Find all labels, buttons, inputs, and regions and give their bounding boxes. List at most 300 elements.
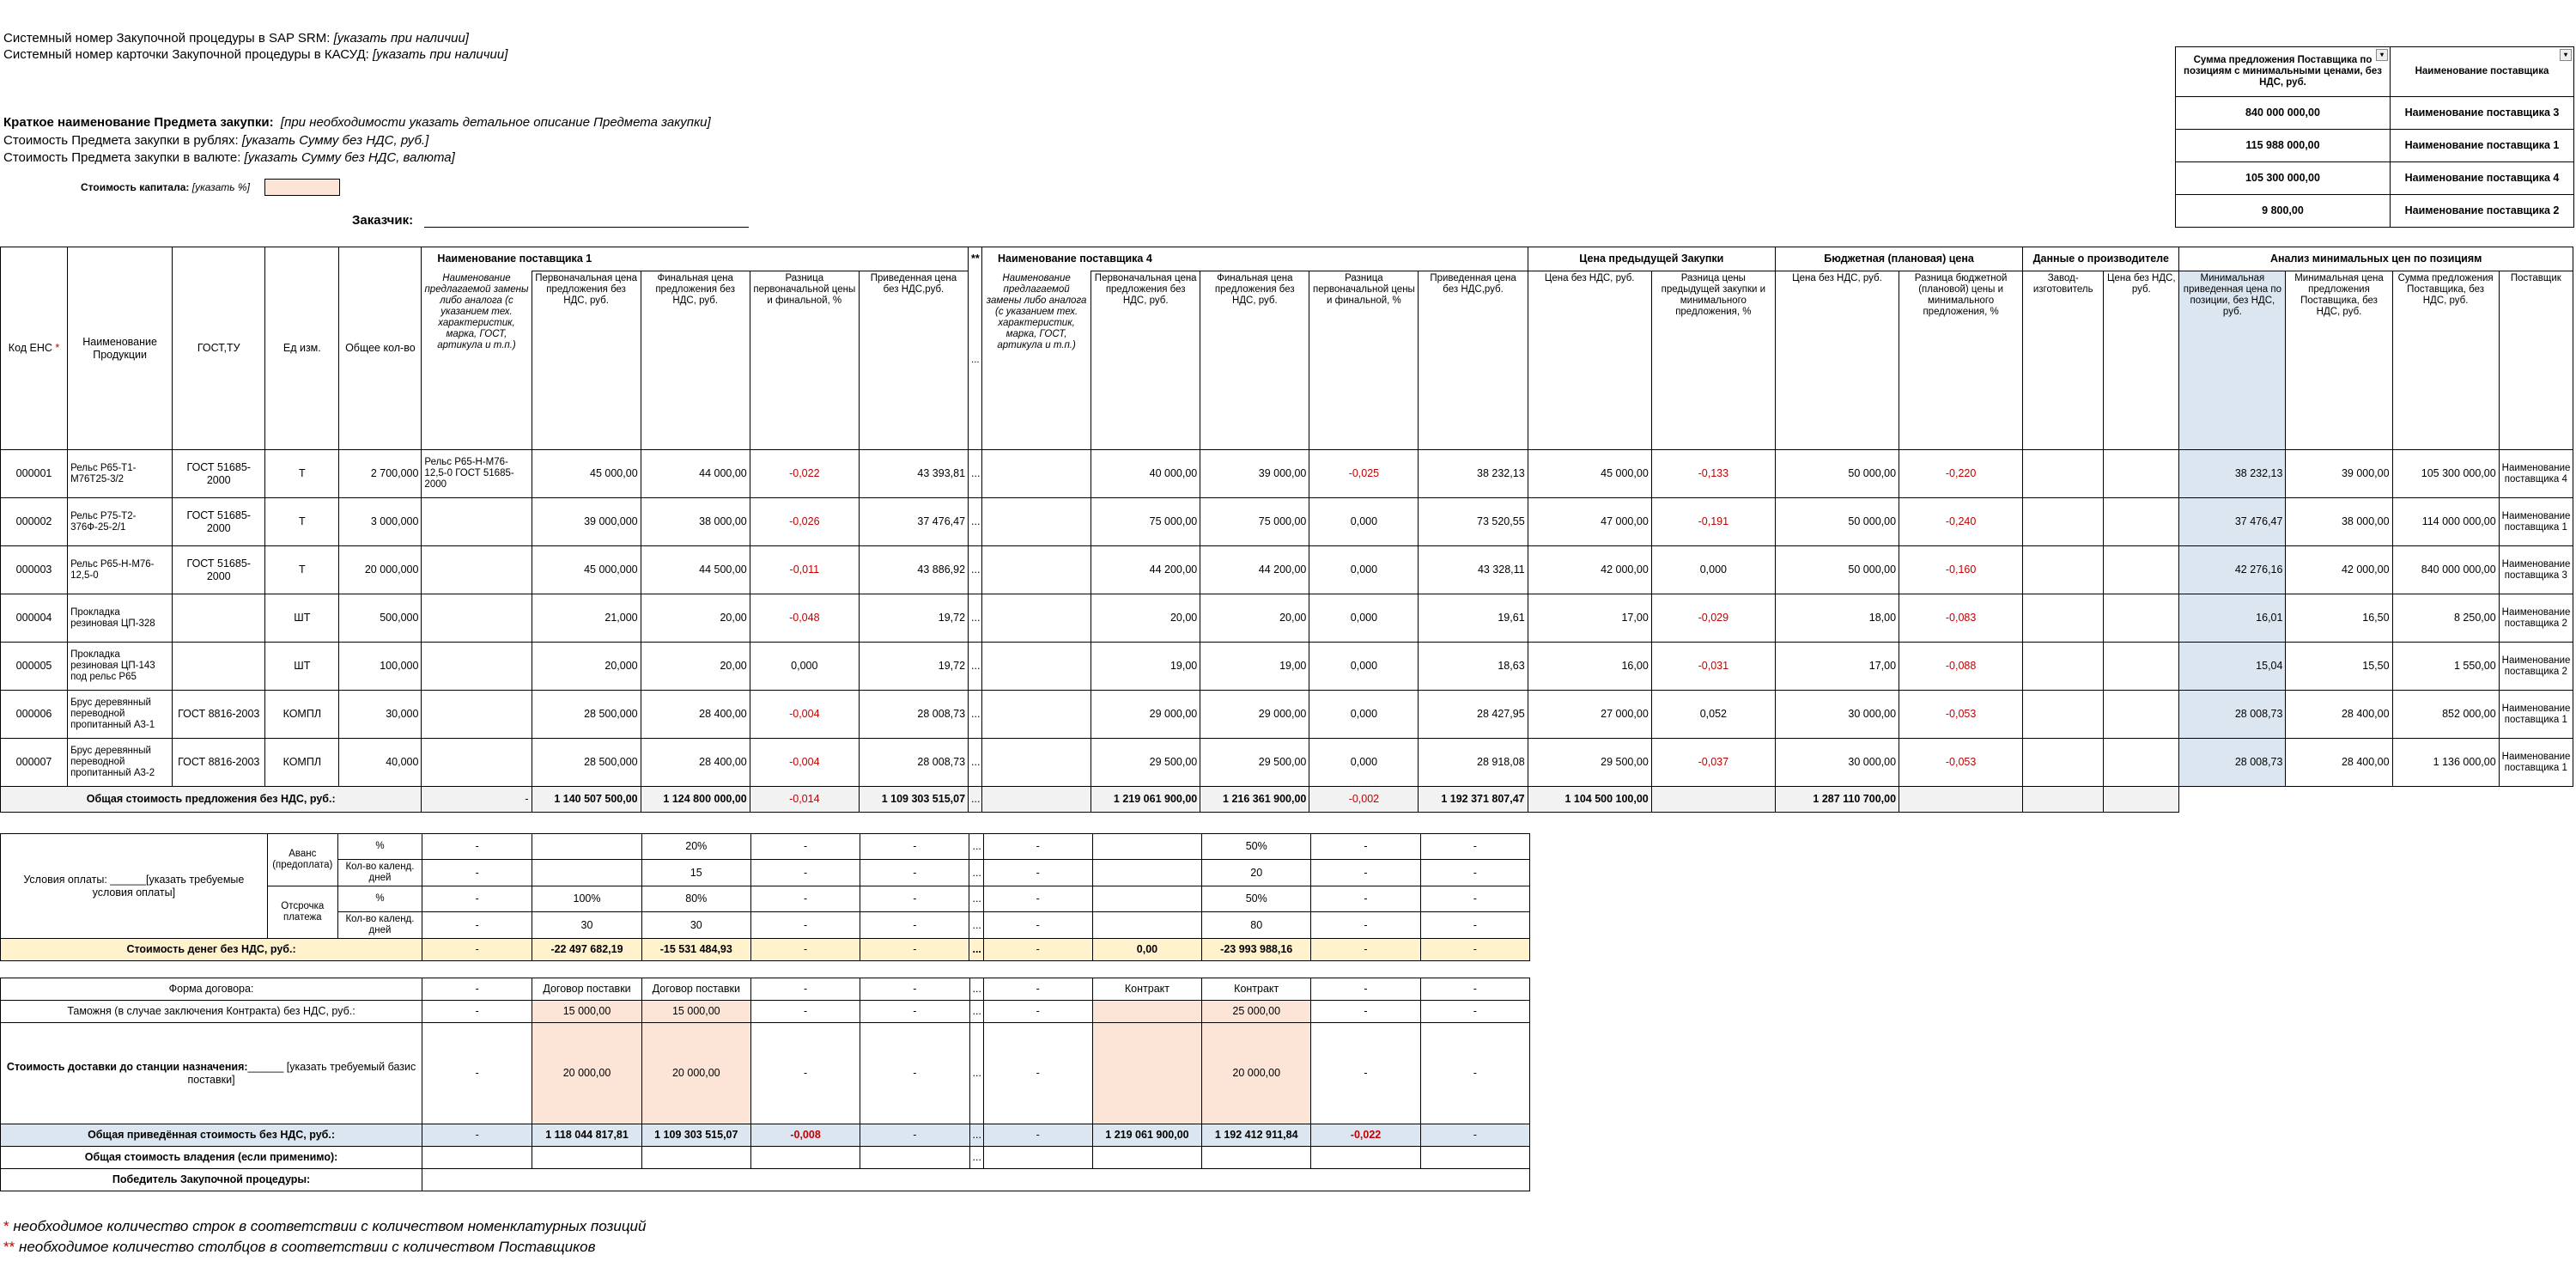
cell-s1-red: 37 476,47 — [859, 498, 968, 546]
cell: - — [1311, 939, 1420, 961]
cell-s1-final: 44 000,00 — [641, 450, 750, 498]
cell-min-sum: 1 550,00 — [2392, 643, 2499, 691]
supplier1-header: Наименование поставщика 1 — [422, 247, 969, 271]
maker-group: Данные о производителе — [2023, 247, 2179, 271]
cell-product: Рельс Р65-Н-М76-12,5-0 — [68, 546, 173, 594]
cell-repl — [422, 546, 532, 594]
col-s1-initial: Первоначальная цена предложения без НДС, руб. — [532, 271, 641, 450]
subject-line — [3, 115, 711, 130]
cell-empty — [982, 691, 1091, 739]
cell — [860, 1147, 969, 1169]
cost-currency-line — [3, 150, 455, 165]
total-maker-price — [2104, 787, 2179, 813]
cell-repl — [422, 498, 532, 546]
col-unit: Ед изм. — [265, 247, 339, 450]
total-dots: ... — [969, 787, 982, 813]
cell-s1-diff: 0,000 — [750, 643, 859, 691]
cell-prev-diff: -0,191 — [1651, 498, 1775, 546]
cell-empty — [2023, 594, 2104, 643]
cell-s1-init: 20,000 — [532, 643, 641, 691]
cell-empty — [2023, 691, 2104, 739]
cell: - — [1420, 939, 1529, 961]
customs-s4-initial[interactable] — [1092, 1001, 1201, 1023]
cell: - — [750, 1023, 860, 1124]
cell: - — [1420, 834, 1529, 860]
cell-gost: ГОСТ 8816-2003 — [173, 691, 265, 739]
cell-s1-final: 20,00 — [641, 643, 750, 691]
delivery-s1-final[interactable]: 20 000,00 — [641, 1023, 750, 1124]
cell-empty — [2104, 739, 2179, 787]
contract-table — [0, 978, 1530, 1191]
col-s1-final: Финальная цена предложения без НДС, руб. — [641, 271, 750, 450]
cell-qty: 2 700,000 — [339, 450, 422, 498]
cell-unit: КОМПЛ — [265, 739, 339, 787]
summary-name: Наименование поставщика 2 — [2391, 195, 2574, 228]
col-s1-replacement: Наименование предлагаемой замены либо аналога (с указанием тех. характеристик, марка, ГОСТ, артикула и т.п.) — [422, 271, 532, 450]
total-dash: - — [422, 787, 532, 813]
delivery-label — [1, 1023, 422, 1124]
kasud-value: [указать при наличии] — [372, 47, 508, 62]
cost-currency-value: [указать Сумму без НДС, валюта] — [244, 150, 455, 165]
cell-code: 000006 — [1, 691, 68, 739]
cell-gost: ГОСТ 8816-2003 — [173, 739, 265, 787]
reduced-s4-initial: 1 219 061 900,00 — [1092, 1124, 1201, 1147]
cell-s4-final: 19,00 — [1200, 643, 1309, 691]
cell-empty — [2023, 546, 2104, 594]
cell-prev-diff: -0,029 — [1651, 594, 1775, 643]
cell-s4-red: 18,63 — [1419, 643, 1528, 691]
col-min-supplier-price: Минимальная цена предложения Поставщика, без НДС, руб. — [2286, 271, 2392, 450]
cell-gost: ГОСТ 51685-2000 — [173, 546, 265, 594]
filter-dropdown-icon[interactable]: ▾ — [2560, 49, 2572, 61]
cell-qty: 40,000 — [339, 739, 422, 787]
col-gost: ГОСТ,ТУ — [173, 247, 265, 450]
cell-min: 37 476,47 — [2179, 498, 2286, 546]
cell: - — [750, 912, 860, 939]
cell-product: Рельс Р65-Т1-М76Т25-3/2 — [68, 450, 173, 498]
table-row — [1, 691, 2573, 739]
cell-budget-diff: -0,053 — [1899, 739, 2023, 787]
capital-input[interactable] — [264, 179, 340, 196]
cell: - — [860, 912, 969, 939]
cell-qty: 500,000 — [339, 594, 422, 643]
cell-s4-diff: 0,000 — [1309, 643, 1419, 691]
total-empty — [2179, 787, 2573, 813]
cell-empty — [982, 643, 1091, 691]
cell-s1-final: 44 500,00 — [641, 546, 750, 594]
dots: ... — [969, 939, 983, 961]
summary-name: Наименование поставщика 1 — [2391, 130, 2574, 162]
cell-min-sum: 852 000,00 — [2392, 691, 2499, 739]
summary-sum: 115 988 000,00 — [2176, 130, 2391, 162]
cell-s1-init: 45 000,00 — [532, 450, 641, 498]
stars-header: ** — [969, 247, 982, 271]
money-s4-final: -23 993 988,16 — [1202, 939, 1311, 961]
customs-s1-initial[interactable]: 15 000,00 — [532, 1001, 641, 1023]
cell-s1-diff: -0,022 — [750, 450, 859, 498]
cell — [983, 1147, 1092, 1169]
delivery-s4-initial[interactable] — [1092, 1023, 1201, 1124]
col-code-text: Код ЕНС — [8, 342, 52, 354]
col-s4-replacement: Наименование предлагаемой замены либо аналога (с указанием тех. характеристик, марка, ГОСТ, артикула и т.п.) — [982, 271, 1091, 450]
cell-budget: 30 000,00 — [1775, 691, 1899, 739]
cell-empty — [2104, 691, 2179, 739]
cell-prev: 45 000,00 — [1528, 450, 1651, 498]
cell-dots: ... — [969, 498, 982, 546]
cell — [750, 1147, 860, 1169]
item-rows — [1, 450, 2573, 787]
prev-purchase-group: Цена предыдущей Закупки — [1528, 247, 1775, 271]
dots: ... — [969, 886, 983, 912]
cell-empty — [2104, 594, 2179, 643]
cell — [532, 1147, 641, 1169]
cell: - — [422, 886, 532, 912]
dots: ... — [969, 834, 983, 860]
cell-dots: ... — [969, 739, 982, 787]
cell-min-sum: 8 250,00 — [2392, 594, 2499, 643]
cell: - — [1420, 860, 1529, 886]
total-s1-reduced: 1 109 303 515,07 — [859, 787, 968, 813]
cell — [532, 834, 641, 860]
cell-min-sup: Наименование поставщика 2 — [2499, 643, 2573, 691]
cell-s1-diff: -0,026 — [750, 498, 859, 546]
cell-s4-init: 29 500,00 — [1091, 739, 1200, 787]
cell: - — [1420, 1023, 1529, 1124]
cell-min-sup: Наименование поставщика 1 — [2499, 691, 2573, 739]
col-s4-initial: Первоначальная цена предложения без НДС, руб. — [1091, 271, 1200, 450]
cell-budget: 17,00 — [1775, 643, 1899, 691]
cell: - — [422, 939, 532, 961]
cell: - — [860, 886, 969, 912]
cell: - — [422, 1124, 532, 1147]
cell-s1-final: 20,00 — [641, 594, 750, 643]
cell-qty: 20 000,000 — [339, 546, 422, 594]
cell-code: 000004 — [1, 594, 68, 643]
reduced-s4-diff: -0,022 — [1311, 1124, 1420, 1147]
cell: - — [860, 834, 969, 860]
cell-budget-diff: -0,220 — [1899, 450, 2023, 498]
cell-min-sup: Наименование поставщика 4 — [2499, 450, 2573, 498]
ownership-label: Общая стоимость владения (если применимо): — [1, 1147, 422, 1169]
col-qty: Общее кол-во — [339, 247, 422, 450]
kasud-label: Системный номер карточки Закупочной процедуры в КАСУД: — [3, 47, 373, 62]
cost-rub-value: [указать Сумму без НДС, руб.] — [241, 133, 429, 148]
cell-s1-diff: -0,048 — [750, 594, 859, 643]
cell-unit: Т — [265, 546, 339, 594]
customer-input-line[interactable] — [424, 227, 749, 228]
money-s1-final: -15 531 484,93 — [641, 939, 750, 961]
total-s4-diff: -0,002 — [1309, 787, 1419, 813]
form-s4-initial: Контракт — [1092, 978, 1201, 1001]
cell-s1-init: 45 000,000 — [532, 546, 641, 594]
cell-prev-diff: -0,031 — [1651, 643, 1775, 691]
cell-empty — [2104, 498, 2179, 546]
cell: - — [422, 834, 532, 860]
customs-s4-final[interactable]: 25 000,00 — [1202, 1001, 1311, 1023]
cell-prev-diff: 0,000 — [1651, 546, 1775, 594]
form-s4-final: Контракт — [1202, 978, 1311, 1001]
summary-header-sum-text: Сумма предложения Поставщика по позициям с минимальными ценами, без НДС, руб. — [2184, 55, 2382, 88]
cell-unit: ШТ — [265, 594, 339, 643]
summary-header-name-text: Наименование поставщика — [2415, 66, 2549, 76]
cell — [1420, 1147, 1529, 1169]
reduced-s4-final: 1 192 412 911,84 — [1202, 1124, 1311, 1147]
cell-s1-init: 28 500,000 — [532, 739, 641, 787]
cell-prev-diff: -0,133 — [1651, 450, 1775, 498]
supplier4-header: Наименование поставщика 4 — [982, 247, 1528, 271]
cell-s1-diff: -0,011 — [750, 546, 859, 594]
cell-prev: 17,00 — [1528, 594, 1651, 643]
money-cost-label: Стоимость денег без НДС, руб.: — [1, 939, 422, 961]
cell: - — [860, 1124, 969, 1147]
summary-header-sum — [2176, 47, 2391, 97]
dots: ... — [969, 912, 983, 939]
footnote-columns — [3, 1239, 596, 1256]
cell: - — [1420, 886, 1529, 912]
dots: ... — [969, 1023, 983, 1124]
col-dots: ... — [969, 271, 982, 450]
cell-unit: Т — [265, 450, 339, 498]
cell-s4-diff: 0,000 — [1309, 739, 1419, 787]
delivery-s1-initial[interactable]: 20 000,00 — [532, 1023, 641, 1124]
deferral-days-initial: 30 — [532, 912, 641, 939]
advance-days-label: Кол-во календ. дней — [337, 860, 422, 886]
customs-label: Таможня (в случае заключения Контракта) без НДС, руб.: — [1, 1001, 422, 1023]
cell: - — [1311, 860, 1420, 886]
cell: - — [1311, 978, 1420, 1001]
cell-budget: 18,00 — [1775, 594, 1899, 643]
deferral-pct-s4: 50% — [1202, 886, 1311, 912]
cell-empty — [982, 546, 1091, 594]
filter-dropdown-icon[interactable]: ▾ — [2376, 49, 2388, 61]
cell: - — [1311, 1001, 1420, 1023]
cost-rub-label: Стоимость Предмета закупки в рублях: — [3, 133, 242, 148]
customs-s1-final[interactable]: 15 000,00 — [641, 1001, 750, 1023]
cell-min-sp: 28 400,00 — [2286, 691, 2392, 739]
cell-s4-final: 39 000,00 — [1200, 450, 1309, 498]
cell-s1-final: 28 400,00 — [641, 691, 750, 739]
capital-value: [указать %] — [191, 181, 250, 193]
cell-product: Прокладка резиновая ЦП-143 под рельс Р65 — [68, 643, 173, 691]
deferral-label: Отсрочка платежа — [267, 886, 337, 939]
dots: ... — [969, 1124, 983, 1147]
col-min-sum: Сумма предложения Поставщика, без НДС, руб. — [2392, 271, 2499, 450]
cell-empty — [982, 739, 1091, 787]
delivery-label-rest: ______ [указать требуемый базис поставки] — [187, 1060, 416, 1086]
cell-s4-init: 20,00 — [1091, 594, 1200, 643]
cell-min-sup: Наименование поставщика 2 — [2499, 594, 2573, 643]
cell-repl — [422, 739, 532, 787]
summary-sum: 840 000 000,00 — [2176, 97, 2391, 130]
cell-s4-final: 29 500,00 — [1200, 739, 1309, 787]
cell-s4-diff: 0,000 — [1309, 594, 1419, 643]
cell: - — [860, 939, 969, 961]
cell-s4-final: 44 200,00 — [1200, 546, 1309, 594]
cell-s1-red: 28 008,73 — [859, 691, 968, 739]
total-budget: 1 287 110 700,00 — [1775, 787, 1899, 813]
total-prev: 1 104 500 100,00 — [1528, 787, 1651, 813]
table-row — [1, 546, 2573, 594]
cell-budget: 30 000,00 — [1775, 739, 1899, 787]
cell-s1-init: 28 500,000 — [532, 691, 641, 739]
cell-empty — [2023, 739, 2104, 787]
cell-unit: КОМПЛ — [265, 691, 339, 739]
table-row — [1, 450, 2573, 498]
cell-empty — [982, 594, 1091, 643]
cell-s1-red: 19,72 — [859, 594, 968, 643]
total-s1-diff: -0,014 — [750, 787, 859, 813]
cell-s4-diff: -0,025 — [1309, 450, 1419, 498]
advance-pct-label: % — [337, 834, 422, 860]
cell-budget-diff: -0,240 — [1899, 498, 2023, 546]
col-code — [1, 247, 68, 450]
cell-dots: ... — [969, 450, 982, 498]
contract-form-label: Форма договора: — [1, 978, 422, 1001]
cell: - — [983, 1023, 1092, 1124]
cell-s4-init: 44 200,00 — [1091, 546, 1200, 594]
cell-min-sp: 28 400,00 — [2286, 739, 2392, 787]
total-maker — [2023, 787, 2104, 813]
cell-prev-diff: -0,037 — [1651, 739, 1775, 787]
cell-min-sum: 105 300 000,00 — [2392, 450, 2499, 498]
summary-name: Наименование поставщика 4 — [2391, 162, 2574, 195]
cost-rub-line — [3, 133, 428, 148]
cell-budget-diff: -0,053 — [1899, 691, 2023, 739]
cell: - — [1311, 886, 1420, 912]
cell: - — [422, 1001, 532, 1023]
cell-unit: ШТ — [265, 643, 339, 691]
capital-label: Стоимость капитала: — [81, 181, 192, 193]
cell-product: Рельс Р75-Т2-376Ф-25-2/1 — [68, 498, 173, 546]
money-s4-initial: 0,00 — [1092, 939, 1201, 961]
table-row — [1, 643, 2573, 691]
col-s4-final: Финальная цена предложения без НДС, руб. — [1200, 271, 1309, 450]
cell-budget: 50 000,00 — [1775, 498, 1899, 546]
advance-pct-s1: 20% — [641, 834, 750, 860]
cell-code: 000003 — [1, 546, 68, 594]
cell-prev: 16,00 — [1528, 643, 1651, 691]
cell-qty: 100,000 — [339, 643, 422, 691]
cell-prev: 47 000,00 — [1528, 498, 1651, 546]
cell-s1-red: 43 886,92 — [859, 546, 968, 594]
total-label: Общая стоимость предложения без НДС, руб.: — [1, 787, 422, 813]
cell-repl: Рельс Р65-Н-М76-12,5-0 ГОСТ 51685-2000 — [422, 450, 532, 498]
col-maker-name: Завод-изготовитель — [2023, 271, 2104, 450]
cell — [1092, 912, 1201, 939]
advance-days-s4: 20 — [1202, 860, 1311, 886]
cell-s4-red: 19,61 — [1419, 594, 1528, 643]
col-s4-diff: Разница первоначальной цены и финальной, % — [1309, 271, 1419, 450]
cell-empty — [2023, 643, 2104, 691]
footnote-star: ** — [3, 1239, 15, 1255]
cell: - — [750, 1001, 860, 1023]
cell-min-sup: Наименование поставщика 3 — [2499, 546, 2573, 594]
deferral-days-s1: 30 — [641, 912, 750, 939]
cell-prev: 42 000,00 — [1528, 546, 1651, 594]
deferral-pct-initial: 100% — [532, 886, 641, 912]
cell-min-sp: 38 000,00 — [2286, 498, 2392, 546]
total-s4-blank — [982, 787, 1091, 813]
cell-s1-diff: -0,004 — [750, 691, 859, 739]
cell-s4-diff: 0,000 — [1309, 546, 1419, 594]
cell-s4-red: 28 918,08 — [1419, 739, 1528, 787]
cell-min-sp: 39 000,00 — [2286, 450, 2392, 498]
col-min-supplier: Поставщик — [2499, 271, 2573, 450]
cell-budget: 50 000,00 — [1775, 450, 1899, 498]
cell — [641, 1147, 750, 1169]
cell-s4-final: 20,00 — [1200, 594, 1309, 643]
delivery-s4-final[interactable]: 20 000,00 — [1202, 1023, 1311, 1124]
cell: - — [1311, 912, 1420, 939]
cell-s4-diff: 0,000 — [1309, 691, 1419, 739]
cell: - — [860, 1023, 969, 1124]
cell-s1-red: 28 008,73 — [859, 739, 968, 787]
advance-label: Аванс (предоплата) — [267, 834, 337, 886]
cell-product: Прокладка резиновая ЦП-328 — [68, 594, 173, 643]
dots: ... — [969, 1147, 983, 1169]
cell: - — [860, 1001, 969, 1023]
cell-product: Брус деревянный переводной пропитанный А3-2 — [68, 739, 173, 787]
cell-empty — [982, 498, 1091, 546]
footnote-star: * — [3, 1218, 9, 1234]
cell-code: 000001 — [1, 450, 68, 498]
col-maker-price: Цена без НДС, руб. — [2104, 271, 2179, 450]
cell-code: 000005 — [1, 643, 68, 691]
cell-min: 16,01 — [2179, 594, 2286, 643]
cell-min-sum: 1 136 000,00 — [2392, 739, 2499, 787]
advance-pct-s4: 50% — [1202, 834, 1311, 860]
cell-dots: ... — [969, 546, 982, 594]
cell-min-sp: 15,50 — [2286, 643, 2392, 691]
cell-s1-init: 21,000 — [532, 594, 641, 643]
cell-gost — [173, 643, 265, 691]
deferral-pct-label: % — [337, 886, 422, 912]
cell-code: 000002 — [1, 498, 68, 546]
cell-empty — [982, 450, 1091, 498]
winner-value[interactable] — [422, 1169, 1530, 1191]
cell: - — [983, 1124, 1092, 1147]
cell-budget-diff: -0,160 — [1899, 546, 2023, 594]
cell-s1-final: 28 400,00 — [641, 739, 750, 787]
cell-empty — [2023, 450, 2104, 498]
cell-min: 15,04 — [2179, 643, 2286, 691]
cell-qty: 30,000 — [339, 691, 422, 739]
cell-dots: ... — [969, 643, 982, 691]
cell-repl — [422, 594, 532, 643]
cell — [532, 860, 641, 886]
cell-budget: 50 000,00 — [1775, 546, 1899, 594]
cell: - — [1311, 1023, 1420, 1124]
cell-min: 28 008,73 — [2179, 739, 2286, 787]
cell-s4-final: 29 000,00 — [1200, 691, 1309, 739]
summary-table — [2175, 46, 2574, 228]
total-s4-final: 1 216 361 900,00 — [1200, 787, 1309, 813]
cell-min-sum: 840 000 000,00 — [2392, 546, 2499, 594]
cell-s4-red: 28 427,95 — [1419, 691, 1528, 739]
cell: - — [750, 978, 860, 1001]
winner-label: Победитель Закупочной процедуры: — [1, 1169, 422, 1191]
col-s1-reduced: Приведенная цена без НДС,руб. — [859, 271, 968, 450]
cell-min: 42 276,16 — [2179, 546, 2286, 594]
cell: - — [750, 834, 860, 860]
col-budget-diff: Разница бюджетной (плановой) цены и минимального предложения, % — [1899, 271, 2023, 450]
cell — [1202, 1147, 1311, 1169]
cell: - — [750, 860, 860, 886]
cell-empty — [2104, 546, 2179, 594]
total-prev-diff — [1651, 787, 1775, 813]
summary-sum: 9 800,00 — [2176, 195, 2391, 228]
cell — [1092, 886, 1201, 912]
